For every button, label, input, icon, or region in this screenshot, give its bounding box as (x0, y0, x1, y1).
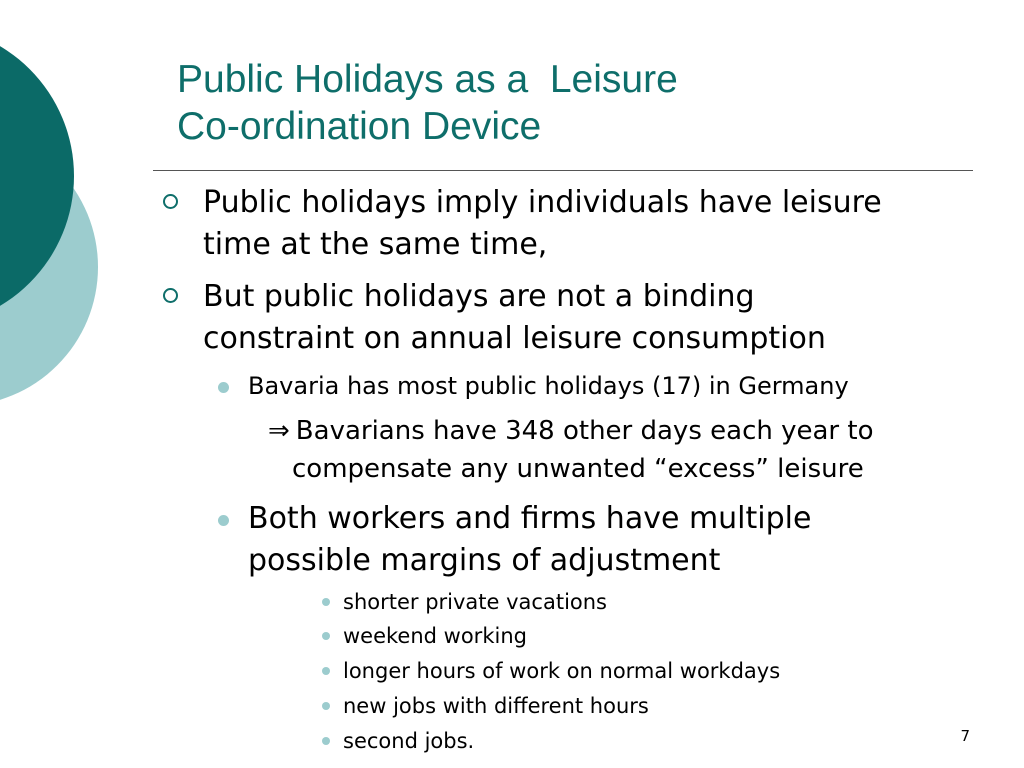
hollow-circle-bullet-icon (163, 288, 178, 303)
implication-line-2: compensate any unwanted “excess” leisure (292, 454, 864, 484)
margin-item (343, 692, 649, 720)
bullet-line: time at the same time, (203, 227, 548, 262)
margin-item-text: second jobs. (343, 729, 475, 753)
margin-item (343, 727, 474, 755)
margin-item (343, 657, 780, 685)
sub-bullet-line: possible margins of adjustment (248, 543, 721, 578)
sub-bullet-margins (248, 498, 811, 582)
implication-line-1 (268, 412, 873, 450)
small-dot-bullet-icon (322, 598, 330, 606)
bullet-shared-leisure (203, 182, 882, 266)
margin-item-text: longer hours of work on normal workdays (343, 659, 781, 683)
margin-item (343, 622, 527, 650)
bullet-line: Public holidays imply individuals have leisure (203, 185, 882, 220)
slide-title-line-2: Co-ordination Device (177, 105, 542, 148)
margin-item-text: new jobs with different hours (343, 694, 649, 718)
margin-item-text: weekend working (343, 624, 527, 648)
implication-bavarians (268, 412, 873, 488)
sub-bullet-text: Bavaria has most public holidays (17) in Germany (248, 372, 849, 400)
slide-title-line-1: Public Holidays as a Leisure (177, 58, 678, 101)
small-dot-bullet-icon (322, 667, 330, 675)
bullet-line: constraint on annual leisure consumption (203, 321, 826, 356)
bullet-line: But public holidays are not a binding (203, 279, 755, 314)
sub-bullet-line: Both workers and firms have multiple (248, 501, 812, 536)
filled-dot-bullet-icon (218, 382, 229, 393)
page-number: 7 (960, 727, 970, 745)
bullet-not-binding (203, 276, 826, 360)
small-dot-bullet-icon (322, 702, 330, 710)
sub-bullet-bavaria (248, 370, 849, 402)
filled-dot-bullet-icon (218, 515, 229, 526)
margin-item (343, 588, 607, 616)
small-dot-bullet-icon (322, 632, 330, 640)
hollow-circle-bullet-icon (163, 194, 178, 209)
margin-item-text: shorter private vacations (343, 590, 607, 614)
small-dot-bullet-icon (322, 737, 330, 745)
implication-text: Bavarians have 348 other days each year to (295, 416, 874, 446)
implies-arrow-icon: ⇒ (268, 416, 290, 446)
